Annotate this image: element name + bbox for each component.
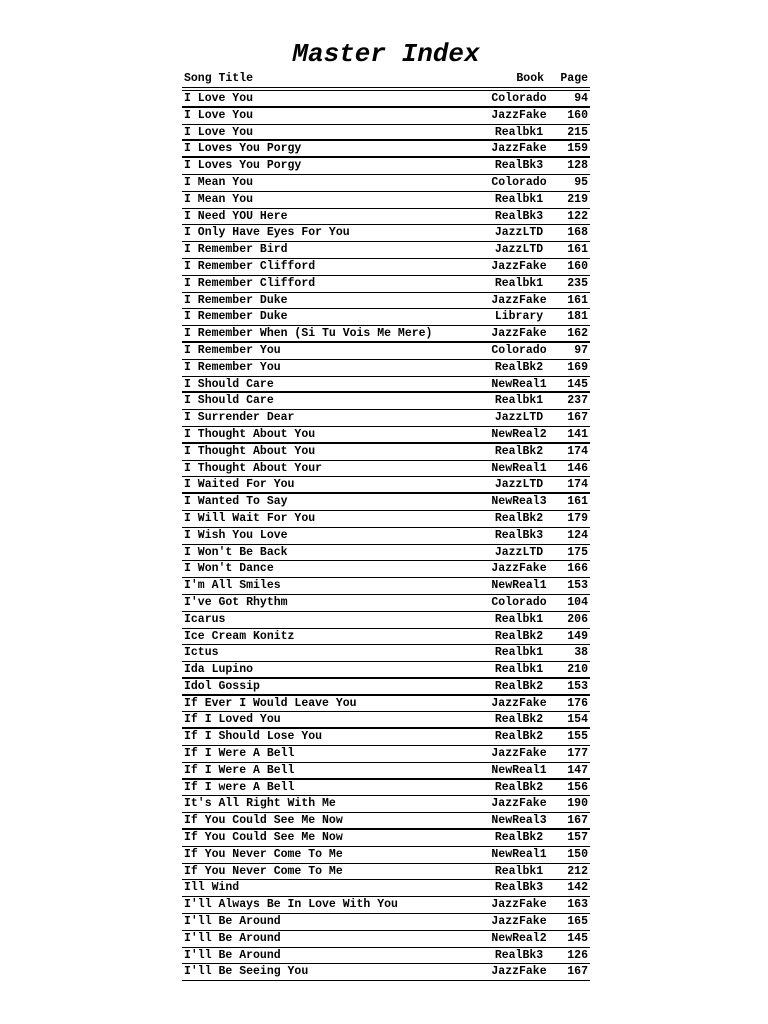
table-row [182, 847, 590, 864]
page-cell: 150 [567, 847, 588, 861]
page-cell: 177 [567, 747, 588, 761]
page-cell: 190 [567, 797, 588, 811]
page-cell: 165 [567, 915, 588, 929]
song-title-cell: I Thought About You [184, 444, 316, 458]
table-row [182, 427, 590, 444]
page-cell: 163 [567, 898, 588, 912]
table-row [182, 141, 590, 158]
table-row [182, 662, 590, 679]
book-cell: JazzFake [491, 293, 547, 307]
page-cell: 38 [574, 646, 588, 660]
song-title-cell: I Wanted To Say [184, 495, 288, 509]
song-title-cell: I Only Have Eyes For You [184, 226, 350, 240]
song-title-cell: I Won't Dance [184, 562, 274, 576]
page-cell: 145 [567, 931, 588, 945]
page-cell: 126 [567, 948, 588, 962]
table-row [182, 931, 590, 948]
book-cell: RealBk2 [494, 444, 544, 458]
page-cell: 145 [567, 377, 588, 391]
song-title-cell: If You Never Come To Me [184, 864, 343, 878]
page-cell: 215 [567, 125, 588, 139]
book-cell: JazzFake [491, 915, 547, 929]
song-title-cell: I Surrender Dear [184, 411, 295, 425]
book-cell: Colorado [491, 92, 547, 105]
book-cell: JazzFake [491, 747, 547, 761]
page-cell: 122 [567, 209, 588, 223]
table-row [182, 545, 590, 562]
page-cell: 124 [567, 528, 588, 542]
book-cell: NewReal1 [491, 763, 547, 777]
book-cell: RealBk2 [494, 360, 544, 374]
page-cell: 210 [567, 663, 588, 677]
page-cell: 174 [567, 478, 588, 492]
table-row [182, 444, 590, 461]
page-cell: 154 [567, 713, 588, 727]
song-title-cell: I Won't Be Back [184, 545, 288, 559]
song-title-cell: I Remember Duke [184, 310, 288, 324]
page-cell: 168 [567, 226, 588, 240]
book-cell: NewReal1 [491, 377, 547, 391]
table-row [182, 964, 590, 981]
page-cell: 94 [574, 92, 588, 105]
page-cell: 176 [567, 696, 588, 710]
page-cell: 212 [567, 864, 588, 878]
song-title-cell: If You Never Come To Me [184, 847, 343, 861]
table-row [182, 377, 590, 394]
book-cell: RealBk2 [494, 730, 544, 744]
song-title-cell: I Mean You [184, 175, 254, 189]
page-cell: 97 [574, 343, 588, 357]
book-cell: Colorado [491, 175, 547, 189]
song-title-cell: I Will Wait For You [184, 511, 316, 525]
table-row [182, 108, 590, 125]
page-title: Master Index [292, 39, 480, 69]
book-cell: Colorado [491, 343, 547, 357]
page-cell: 167 [567, 965, 588, 979]
table-row [182, 595, 590, 612]
book-cell: JazzLTD [494, 478, 544, 492]
book-cell: Colorado [491, 595, 547, 609]
book-cell: Realbk1 [494, 612, 544, 626]
book-cell: JazzFake [491, 797, 547, 811]
book-cell: JazzFake [491, 142, 547, 156]
table-row [182, 511, 590, 528]
page-cell: 141 [567, 427, 588, 441]
table-row [182, 242, 590, 259]
table-row [182, 225, 590, 242]
song-title-cell: If I Should Lose You [184, 730, 323, 744]
page-cell: 147 [567, 763, 588, 777]
page-cell: 175 [567, 545, 588, 559]
book-cell: Realbk1 [494, 394, 544, 408]
song-title-cell: I Mean You [184, 192, 254, 206]
song-title-cell: Ictus [184, 646, 219, 660]
table-row [182, 780, 590, 797]
song-title-cell: If You Could See Me Now [184, 831, 343, 845]
song-title-cell: It's All Right With Me [184, 797, 336, 811]
song-title-cell: I Love You [184, 125, 254, 139]
book-cell: RealBk2 [494, 713, 544, 727]
page-cell: 181 [567, 310, 588, 324]
header-song-title: Song Title [184, 72, 254, 85]
song-title-cell: I Waited For You [184, 478, 295, 492]
table-row [182, 410, 590, 427]
table-row [182, 746, 590, 763]
table-row [182, 192, 590, 209]
song-title-cell: I Remember You [184, 360, 281, 374]
book-cell: NewReal1 [491, 847, 547, 861]
song-title-cell: I'm All Smiles [184, 579, 281, 593]
song-title-cell: Icarus [184, 612, 226, 626]
page-cell: 161 [567, 293, 588, 307]
index-table-body [182, 90, 590, 981]
table-row [182, 494, 590, 511]
table-row [182, 561, 590, 578]
table-row [182, 326, 590, 343]
page-cell: 128 [567, 159, 588, 173]
book-cell: RealBk2 [494, 629, 544, 643]
song-title-cell: I Loves You Porgy [184, 159, 302, 173]
song-title-cell: I Love You [184, 92, 254, 105]
song-title-cell: If Ever I Would Leave You [184, 696, 357, 710]
song-title-cell: Ice Cream Konitz [184, 629, 295, 643]
song-title-cell: I Remember Clifford [184, 259, 316, 273]
song-title-cell: If I Loved You [184, 713, 281, 727]
song-title-cell: I Remember When (Si Tu Vois Me Mere) [184, 327, 433, 341]
header-book: Book [516, 72, 544, 85]
book-cell: RealBk3 [494, 528, 544, 542]
page-cell: 162 [567, 327, 588, 341]
song-title-cell: Ill Wind [184, 881, 240, 895]
table-row [182, 259, 590, 276]
page-cell: 174 [567, 444, 588, 458]
page-cell: 159 [567, 142, 588, 156]
song-title-cell: I'll Be Around [184, 915, 281, 929]
song-title-cell: I Need YOU Here [184, 209, 288, 223]
page-cell: 206 [567, 612, 588, 626]
table-row [182, 477, 590, 494]
page-cell: 95 [574, 175, 588, 189]
book-cell: RealBk3 [494, 159, 544, 173]
table-row [182, 91, 590, 108]
page-cell: 161 [567, 243, 588, 257]
table-row [182, 796, 590, 813]
page-cell: 169 [567, 360, 588, 374]
book-cell: JazzLTD [494, 243, 544, 257]
page-cell: 153 [567, 579, 588, 593]
song-title-cell: I Wish You Love [184, 528, 288, 542]
song-title-cell: I'll Always Be In Love With You [184, 898, 398, 912]
book-cell: RealBk2 [494, 679, 544, 693]
book-cell: JazzFake [491, 696, 547, 710]
book-cell: RealBk3 [494, 948, 544, 962]
book-cell: JazzFake [491, 108, 547, 122]
song-title-cell: If You Could See Me Now [184, 814, 343, 828]
book-cell: NewReal2 [491, 931, 547, 945]
song-title-cell: I'll Be Around [184, 931, 281, 945]
table-row [182, 813, 590, 830]
table-row [182, 763, 590, 780]
table-header [182, 70, 590, 88]
book-cell: Realbk1 [494, 646, 544, 660]
table-row [182, 612, 590, 629]
table-row [182, 830, 590, 847]
page-cell: 104 [567, 595, 588, 609]
page-cell: 219 [567, 192, 588, 206]
song-title-cell: I Should Care [184, 377, 274, 391]
table-row [182, 528, 590, 545]
song-title-cell: I'll Be Around [184, 948, 281, 962]
song-title-cell: I Thought About Your [184, 461, 323, 475]
song-title-cell: I Remember Duke [184, 293, 288, 307]
book-cell: JazzLTD [494, 411, 544, 425]
page-cell: 160 [567, 108, 588, 122]
table-row [182, 712, 590, 729]
page-cell: 167 [567, 814, 588, 828]
page-cell: 149 [567, 629, 588, 643]
page-cell: 142 [567, 881, 588, 895]
page-cell: 179 [567, 511, 588, 525]
song-title-cell: If I were A Bell [184, 780, 295, 794]
table-row [182, 880, 590, 897]
page-cell: 157 [567, 831, 588, 845]
song-title-cell: Idol Gossip [184, 679, 260, 693]
book-cell: RealBk2 [494, 511, 544, 525]
book-cell: JazzFake [491, 898, 547, 912]
book-cell: RealBk3 [494, 209, 544, 223]
page-cell: 166 [567, 562, 588, 576]
page-cell: 237 [567, 394, 588, 408]
song-title-cell: I Remember Bird [184, 243, 288, 257]
header-page: Page [560, 72, 588, 85]
table-row [182, 293, 590, 310]
song-title-cell: If I Were A Bell [184, 747, 295, 761]
page-cell: 155 [567, 730, 588, 744]
book-cell: JazzLTD [494, 545, 544, 559]
book-cell: JazzFake [491, 965, 547, 979]
table-row [182, 309, 590, 326]
table-row [182, 343, 590, 360]
song-title-cell: If I Were A Bell [184, 763, 295, 777]
table-row [182, 360, 590, 377]
song-title-cell: I'll Be Seeing You [184, 965, 309, 979]
book-cell: Realbk1 [494, 125, 544, 139]
song-title-cell: I Thought About You [184, 427, 316, 441]
song-title-cell: I Loves You Porgy [184, 142, 302, 156]
book-cell: JazzLTD [494, 226, 544, 240]
book-cell: RealBk2 [494, 780, 544, 794]
master-index-page [182, 38, 590, 981]
book-cell: Realbk1 [494, 192, 544, 206]
table-row [182, 696, 590, 713]
song-title-cell: I Remember You [184, 343, 281, 357]
book-cell: RealBk3 [494, 881, 544, 895]
table-row [182, 461, 590, 478]
page-cell: 161 [567, 495, 588, 509]
page-cell: 153 [567, 679, 588, 693]
book-cell: NewReal3 [491, 495, 547, 509]
book-cell: NewReal1 [491, 579, 547, 593]
book-cell: JazzFake [491, 259, 547, 273]
page-cell: 167 [567, 411, 588, 425]
table-row [182, 175, 590, 192]
table-row [182, 578, 590, 595]
table-row [182, 897, 590, 914]
book-cell: RealBk2 [494, 831, 544, 845]
table-row [182, 209, 590, 226]
table-row [182, 679, 590, 696]
book-cell: Library [494, 310, 544, 324]
book-cell: NewReal2 [491, 427, 547, 441]
book-cell: JazzFake [491, 562, 547, 576]
book-cell: NewReal1 [491, 461, 547, 475]
song-title-cell: I Love You [184, 108, 254, 122]
table-row [182, 729, 590, 746]
table-row [182, 629, 590, 646]
book-cell: Realbk1 [494, 864, 544, 878]
song-title-cell: I Should Care [184, 394, 274, 408]
table-row [182, 914, 590, 931]
table-row [182, 948, 590, 965]
song-title-cell: I Remember Clifford [184, 276, 316, 290]
book-cell: JazzFake [491, 327, 547, 341]
song-title-cell: Ida Lupino [184, 663, 254, 677]
book-cell: Realbk1 [494, 663, 544, 677]
table-row [182, 864, 590, 881]
table-row [182, 393, 590, 410]
page-cell: 235 [567, 276, 588, 290]
page-cell: 156 [567, 780, 588, 794]
page-cell: 160 [567, 259, 588, 273]
book-cell: NewReal3 [491, 814, 547, 828]
book-cell: Realbk1 [494, 276, 544, 290]
table-row [182, 645, 590, 662]
table-row [182, 125, 590, 142]
song-title-cell: I've Got Rhythm [184, 595, 288, 609]
table-row [182, 158, 590, 175]
page-cell: 146 [567, 461, 588, 475]
table-row [182, 276, 590, 293]
